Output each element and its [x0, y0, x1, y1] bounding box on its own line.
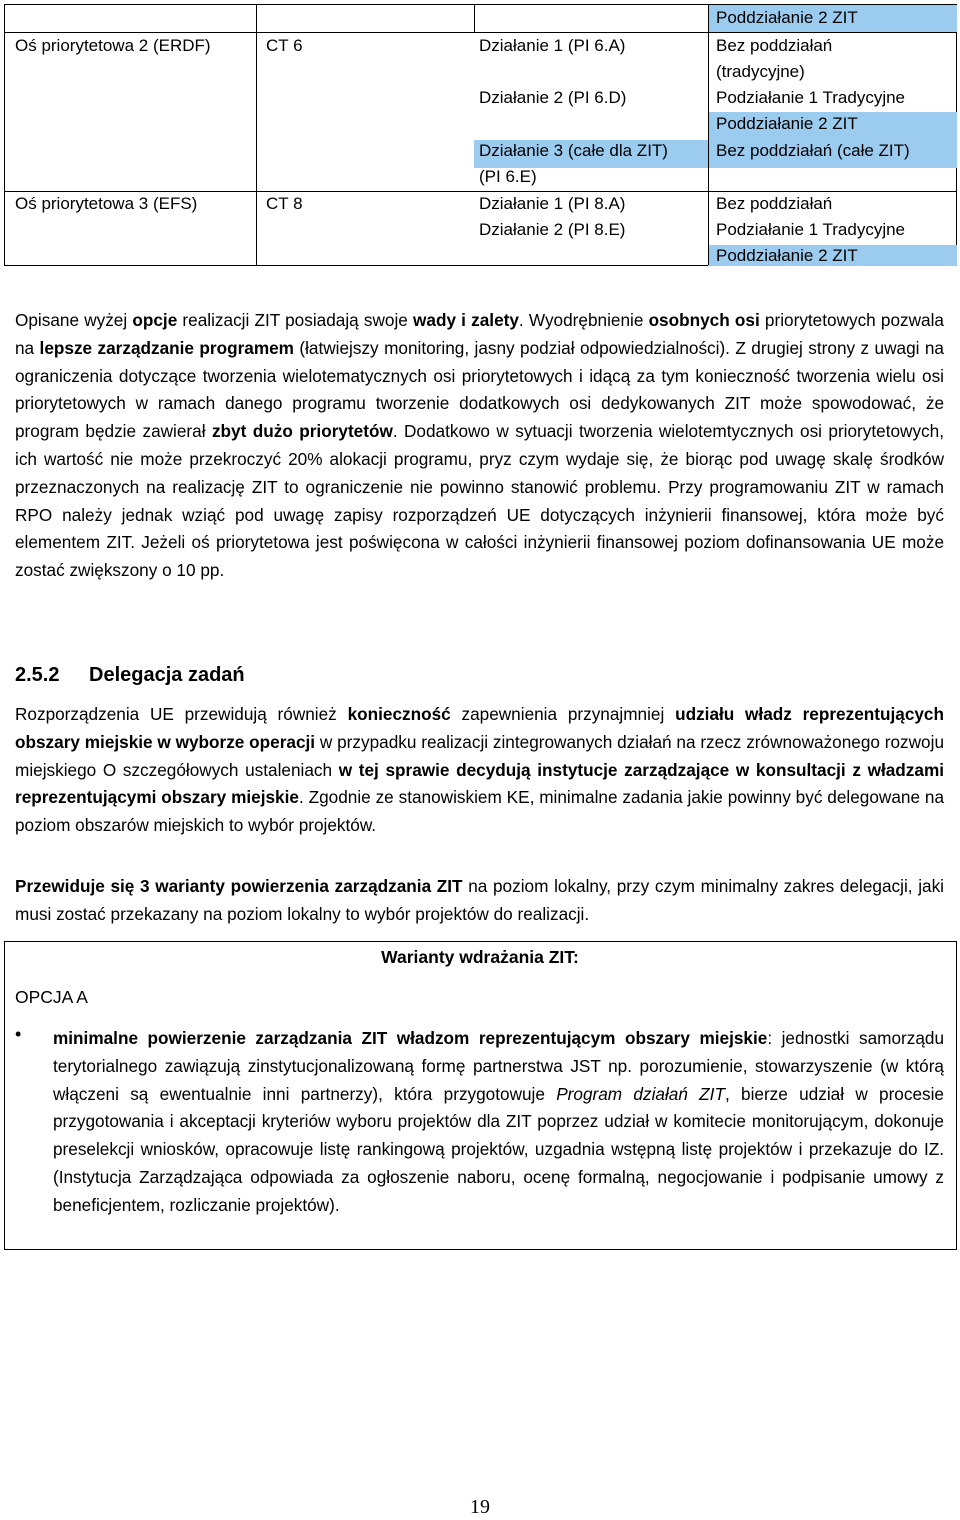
table-cell: Bez poddziałań [716, 194, 833, 213]
table-cell: Działanie 1 (PI 8.A) [479, 194, 626, 213]
bullet-icon: • [15, 1024, 22, 1044]
table-cell: (PI 6.E) [479, 167, 537, 186]
table-divider [708, 5, 709, 265]
table-cell: Poddziałanie 2 ZIT [716, 246, 858, 265]
table-divider [474, 5, 475, 33]
table-cell: Działanie 2 (PI 6.D) [479, 88, 627, 107]
table-cell: Oś priorytetowa 3 (EFS) [15, 194, 198, 213]
table-cell: Podziałanie 1 Tradycyjne [716, 220, 906, 239]
table-cell: Działanie 2 (PI 8.E) [479, 220, 626, 239]
page-number: 19 [470, 1496, 490, 1518]
table-cell: Podziałanie 1 Tradycyjne [716, 88, 906, 107]
table-cell: Bez poddziałań (całe ZIT) [716, 141, 910, 160]
table-cell: Bez poddziałań [716, 36, 833, 55]
table-cell: (tradycyjne) [716, 62, 805, 81]
box-title: Warianty wdrażania ZIT: [381, 947, 579, 967]
option-a-description: minimalne powierzenie zarządzania ZIT władzom reprezentującym obszary miejskie: jednostki samorządu terytorialnego zawiązują zinstytucjonalizowaną formę partnerstwa JST np. porozumienie, stowarzyszenie (w którą włączeni są ewentualnie inni partnerzy), która przygotowuje Program działań ZIT, bierze udział w procesie przygotowania i akceptacji kryteriów wyboru projektów dla ZIT poprzez udział w komitecie monitorującym, dokonuje preselekcji wniosków, opracowuje listę rankingową projektów, uzgadnia wstępną listę projektów i przekazuje do IZ. (Instytucja Zarządzająca odpowiada za ogłoszenie naboru, ocenę formalną, negocjowanie i podpisanie umowy z beneficjentem, rozliczanie projektów). [53, 1028, 944, 1215]
option-label: OPCJA A [15, 987, 88, 1007]
allocation-table [4, 4, 957, 266]
table-cell: Oś priorytetowa 2 (ERDF) [15, 36, 211, 55]
table-cell: CT 8 [266, 194, 303, 213]
section-heading [15, 664, 245, 687]
section-title: Delegacja zadań [89, 664, 245, 686]
section-number: 2.5.2 [15, 664, 60, 686]
table-divider [256, 5, 257, 265]
paragraph-variants: Przewiduje się 3 warianty powierzenia zarządzania ZIT na poziom lokalny, przy czym minimalny zakres delegacji, jaki musi zostać przekazany na poziom lokalny to wybór projektów do realizacji. [15, 876, 944, 924]
table-cell: Działanie 3 (całe dla ZIT) [479, 141, 668, 160]
table-cell: Poddziałanie 2 ZIT [716, 114, 858, 133]
table-cell: Poddziałanie 2 ZIT [716, 8, 858, 27]
paragraph-zit-options: Opisane wyżej opcje realizacji ZIT posiadają swoje wady i zalety. Wyodrębnienie osobnych osi priorytetowych pozwala na lepsze zarządzanie programem (łatwiejszy monitoring, jasny podział odpowiedzialności). Z drugiej strony z uwagi na ograniczenia dotyczące tworzenia wielotematycznych osi priorytetowych i idącą za tym konieczność tworzenia wielu osi priorytetowych w ramach danego programu tworzenie dodatkowych osi dedykowanych ZIT może spowodować, że program będzie zawierał zbyt dużo priorytetów. Dodatkowo w sytuacji tworzenia wielotemtycznych osi priorytetowych, ich wartość nie może przekroczyć 20% alokacji programu, pryz czym wydaje się, że biorąc pod uwagę skalę środków przeznaczonych na realizację ZIT to ograniczenie nie powinno stanowić problemu. Przy programowaniu ZIT w ramach RPO należy jednak wziąć pod uwagę zapisy rozporządzeń UE dotyczących inżynierii finansowej, która może być elementem ZIT. Jeżeli oś priorytetowa jest poświęcona w całości inżynierii finansowej poziom dofinansowania UE może zostać zwiększony o 10 pp. [15, 310, 944, 581]
table-cell: CT 6 [266, 36, 303, 55]
table-cell: Działanie 1 (PI 6.A) [479, 36, 626, 55]
paragraph-delegation: Rozporządzenia UE przewidują również konieczność zapewnienia przynajmniej udziału władz reprezentujących obszary miejskie w wyborze operacji w przypadku realizacji zintegrowanych działań na rzecz zrównoważonego rozwoju miejskiego O szczegółowych ustaleniach w tej sprawie decydują instytucje zarządzające w konsultacji z władzami reprezentującymi obszary miejskie. Zgodnie ze stanowiskiem KE, minimalne zadania jakie powinny być delegowane na poziom obszarów miejskich to wybór projektów. [15, 704, 944, 836]
